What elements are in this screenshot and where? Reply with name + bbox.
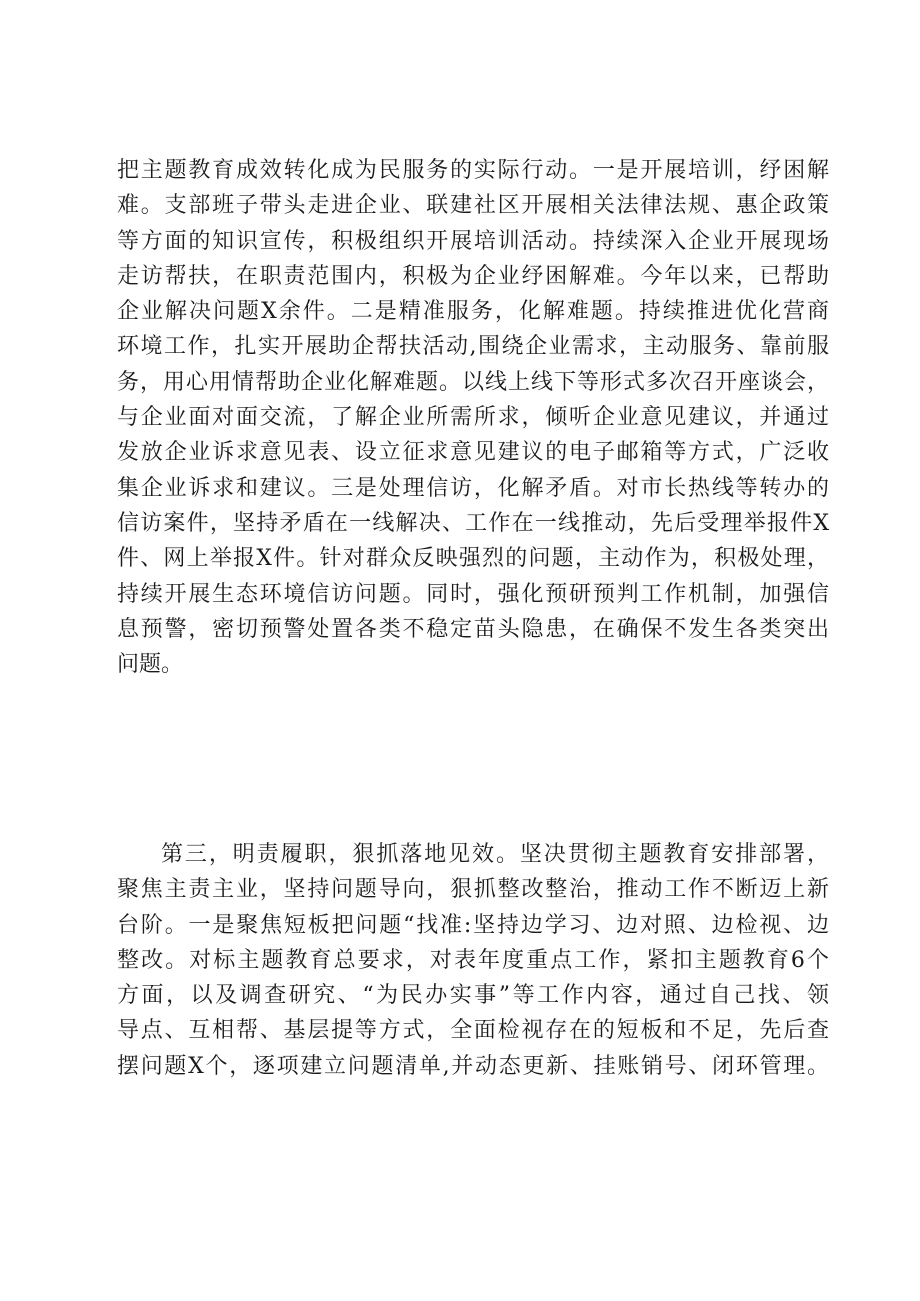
paragraph-line: 息预警，密切预警处置各类不稳定苗头隐患，在确保不发生各类突出 xyxy=(117,616,829,642)
paragraph-line: 导点、互相帮、基层提等方式，全面检视存在的短板和不足，先后查 xyxy=(117,1018,829,1044)
paragraph-1 xyxy=(117,153,829,682)
paragraph-line: 台阶。一是聚焦短板把问题“找准:坚持边学习、边对照、边检视、边 xyxy=(117,912,829,938)
paragraph-line: 务，用心用情帮助企业化解难题。以线上线下等形式多次召开座谈会， xyxy=(117,369,829,395)
paragraph-line: 方面，以及调查研究、“为民办实事”等工作内容，通过自己找、领 xyxy=(117,983,829,1009)
paragraph-line: 第三，明责履职，狠抓落地见效。坚决贯彻主题教育安排部署， xyxy=(161,842,829,867)
paragraph-line: 件、网上举报X件。针对群众反映强烈的问题，主动作为，积极处理， xyxy=(117,546,829,572)
paragraph-line: 持续开展生态环境信访问题。同时，强化预研预判工作机制，加强信 xyxy=(117,581,829,607)
paragraph-2 xyxy=(117,837,829,1084)
paragraph-line: 整改。对标主题教育总要求，对表年度重点工作，紧扣主题教育6个 xyxy=(117,947,829,973)
paragraph-line: 把主题教育成效转化成为民服务的实际行动。一是开展培训，纾困解 xyxy=(117,158,829,183)
paragraph-line: 问题。 xyxy=(117,652,184,678)
paragraph-line: 与企业面对面交流，了解企业所需所求，倾听企业意见建议，并通过 xyxy=(117,405,829,431)
paragraph-line: 发放企业诉求意见表、设立征求意见建议的电子邮箱等方式，广泛收 xyxy=(117,440,829,466)
paragraph-line: 集企业诉求和建议。三是处理信访，化解矛盾。对市长热线等转办的 xyxy=(117,475,829,501)
paragraph-line: 聚焦主责主业，坚持问题导向，狠抓整改整治，推动工作不断迈上新 xyxy=(117,877,829,903)
paragraph-line: 摆问题X个，逐项建立问题清单,并动态更新、挂账销号、闭环管理。 xyxy=(117,1053,829,1079)
paragraph-line: 难。支部班子带头走进企业、联建社区开展相关法律法规、惠企政策 xyxy=(117,193,829,219)
paragraph-line: 企业解决问题X余件。二是精准服务，化解难题。持续推进优化营商 xyxy=(117,299,829,325)
paragraph-line: 环境工作，扎实开展助企帮扶活动,围绕企业需求，主动服务、靠前服 xyxy=(117,334,829,360)
paragraph-line: 等方面的知识宣传，积极组织开展培训活动。持续深入企业开展现场 xyxy=(117,228,829,254)
paragraph-line: 信访案件，坚持矛盾在一线解决、工作在一线推动，先后受理举报件X xyxy=(117,510,829,536)
paragraph-line: 走访帮扶，在职责范围内，积极为企业纾困解难。今年以来，已帮助 xyxy=(117,263,829,289)
